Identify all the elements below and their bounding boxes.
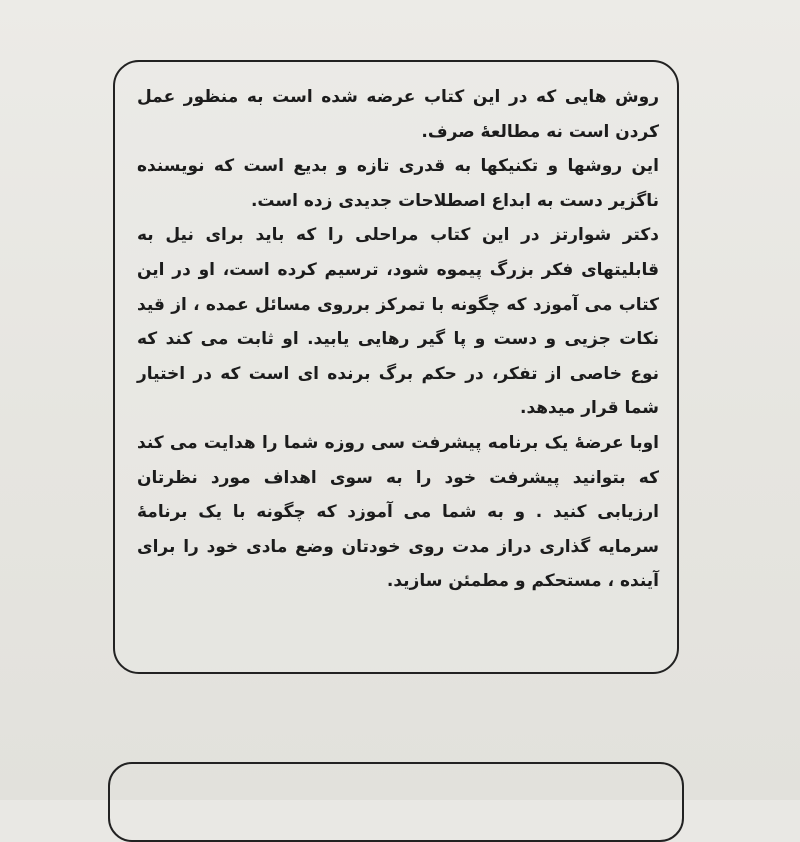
lower-frame [108, 762, 684, 842]
paragraph-1: روش هایی که در این کتاب عرضه شده است به منظور عمل کردن است نه مطالعهٔ صرف. [137, 87, 659, 142]
text-frame [113, 60, 679, 674]
paragraph-2: این روشها و تکنیکها به قدری تازه و بدیع است که نویسنده ناگزیر دست به ابداع اصطلاحات جدیدی زده است. [137, 156, 659, 211]
paragraph-3: دکتر شوارتز در این کتاب مراحلی را که باید برای نیل به قابلیتهای فکر بزرگ پیموه شود، ترسیم کرده است، او در این کتاب می آموزد که چگونه با تمرکز برروی مسائل عمده ، از قید نکات جزیی و دست و پا گیر رهایی یابید. او ثابت می کند که نوع خاصی از تفکر، در حکم برگ برنده ای است که در اختیار شما قرار میدهد. [137, 225, 659, 419]
paragraph-4: اوبا عرضهٔ یک برنامه پیشرفت سی روزه شما را هدایت می کند که بتوانید پیشرفت خود را به سوی اهداف مورد نظرتان ارزیابی کنید . و به شما می آموزد که چگونه با یک برنامهٔ سرمایه گذاری دراز مدت روی خودتان وضع مادی خود را برای آینده ، مستحکم و مطمئن سازید. [137, 432, 659, 592]
